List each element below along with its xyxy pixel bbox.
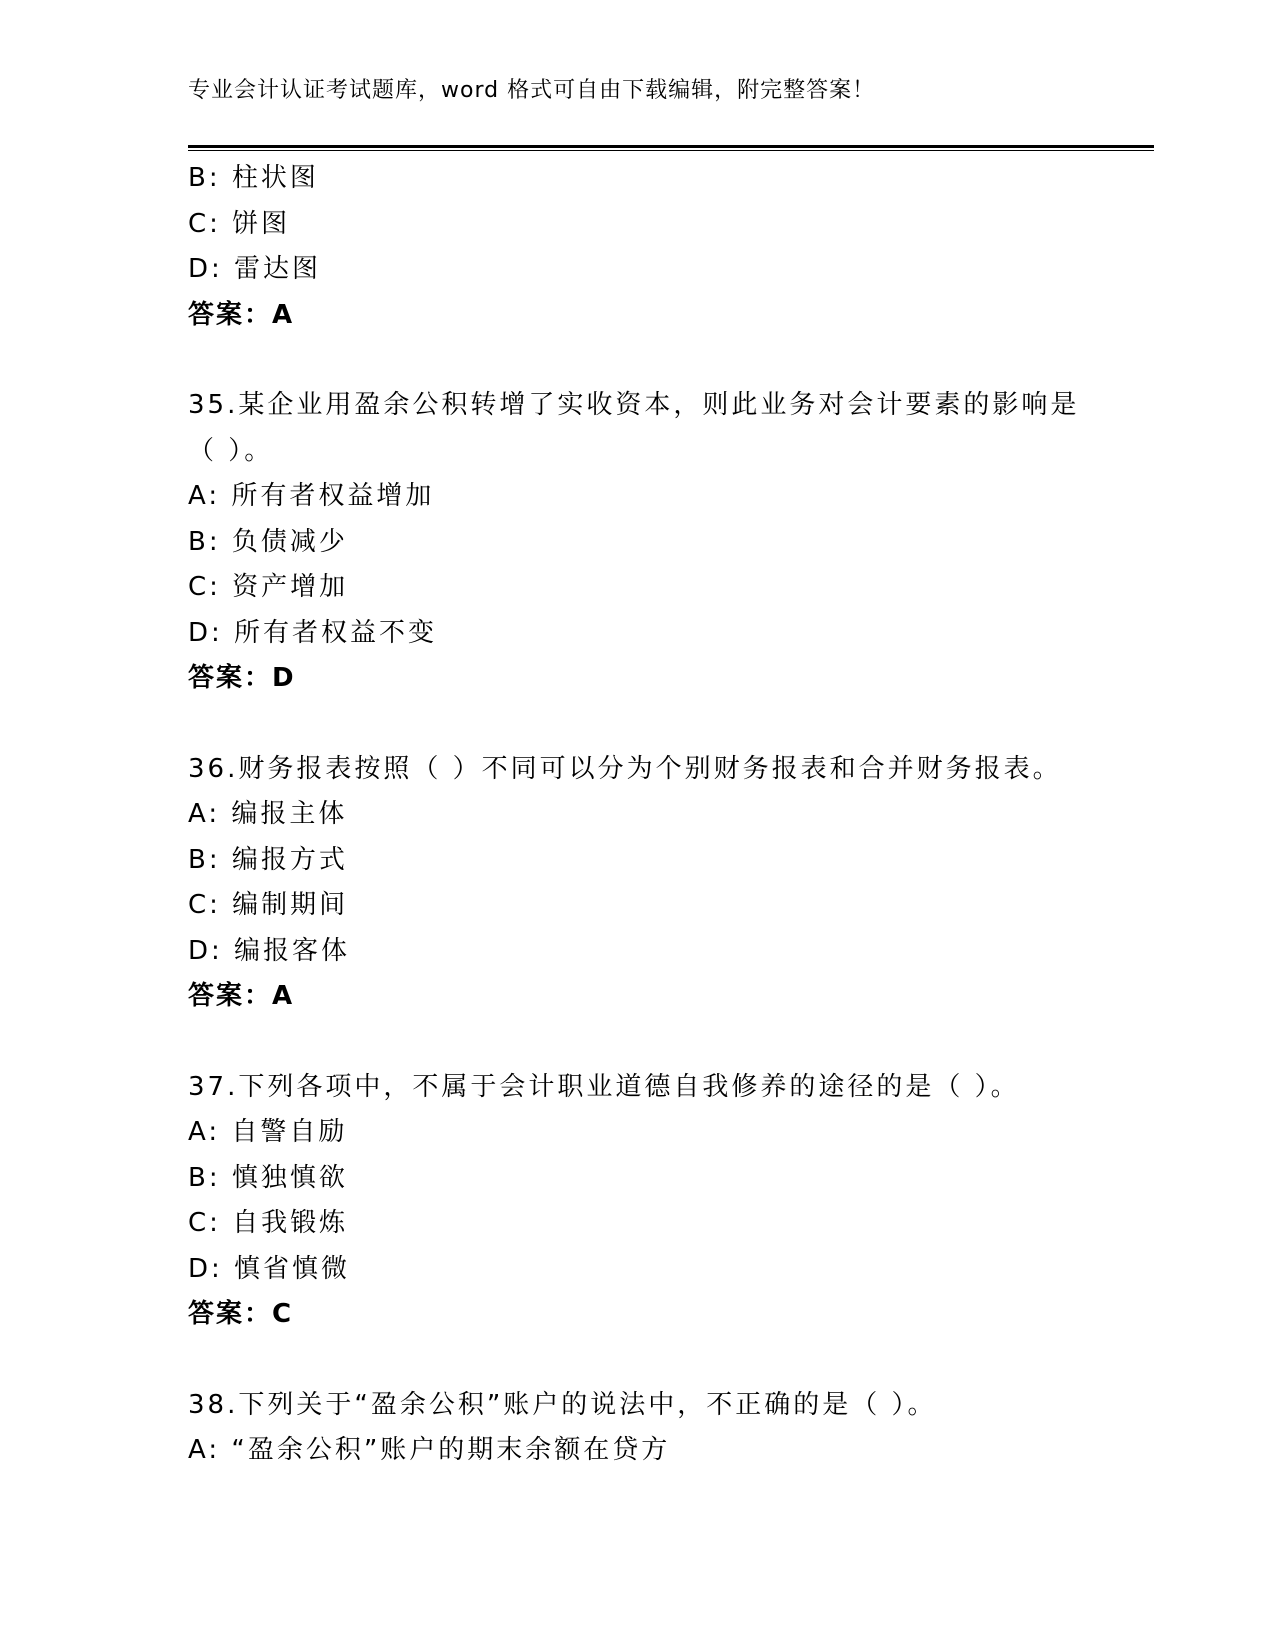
answer-line: 答案：C (188, 1299, 294, 1329)
option-line: D: 雷达图 (188, 254, 322, 284)
option-line: B: 编报方式 (188, 844, 348, 875)
question-37 (188, 1065, 1088, 1338)
option-line: B: 负债减少 (188, 526, 348, 557)
document-body (188, 156, 1088, 1474)
header-rule-thick (188, 145, 1154, 148)
option-line: C: 编制期间 (188, 890, 349, 920)
question-text: （ ）。 (188, 435, 274, 466)
option-line: A: 所有者权益增加 (188, 481, 435, 511)
option-line: B: 慎独慎欲 (188, 1162, 348, 1193)
question-text: 35.某企业用盈余公积转增了实收资本，则此业务对会计要素的影响是 (188, 390, 1080, 420)
option-line: A: 编报主体 (188, 799, 348, 829)
question-text: 38.下列关于“盈余公积”账户的说法中，不正确的是（ ）。 (188, 1389, 937, 1420)
option-line: D: 所有者权益不变 (188, 617, 438, 648)
option-line: C: 自我锻炼 (188, 1208, 349, 1238)
header-rule-thin (188, 150, 1154, 151)
option-line: D: 慎省慎微 (188, 1253, 351, 1284)
answer-line: 答案：D (188, 663, 296, 693)
question-text: 37.下列各项中，不属于会计职业道德自我修养的途径的是（ ）。 (188, 1071, 1020, 1102)
option-line: A: “盈余公积”账户的期末余额在贷方 (188, 1435, 671, 1465)
option-line: C: 资产增加 (188, 572, 349, 602)
option-line: B: 柱状图 (188, 163, 319, 193)
carryover-block (188, 156, 1088, 338)
question-36 (188, 747, 1088, 1020)
page-header: 专业会计认证考试题库，word 格式可自由下载编辑，附完整答案！ (188, 78, 876, 103)
option-line: D: 编报客体 (188, 935, 351, 966)
answer-line: 答案：A (188, 299, 295, 330)
answer-line: 答案：A (188, 981, 295, 1011)
question-text: 36.财务报表按照（ ）不同可以分为个别财务报表和合并财务报表。 (188, 753, 1062, 784)
option-line: C: 饼图 (188, 208, 291, 239)
option-line: A: 自警自励 (188, 1117, 348, 1147)
question-35 (188, 383, 1088, 702)
question-38 (188, 1383, 1088, 1474)
